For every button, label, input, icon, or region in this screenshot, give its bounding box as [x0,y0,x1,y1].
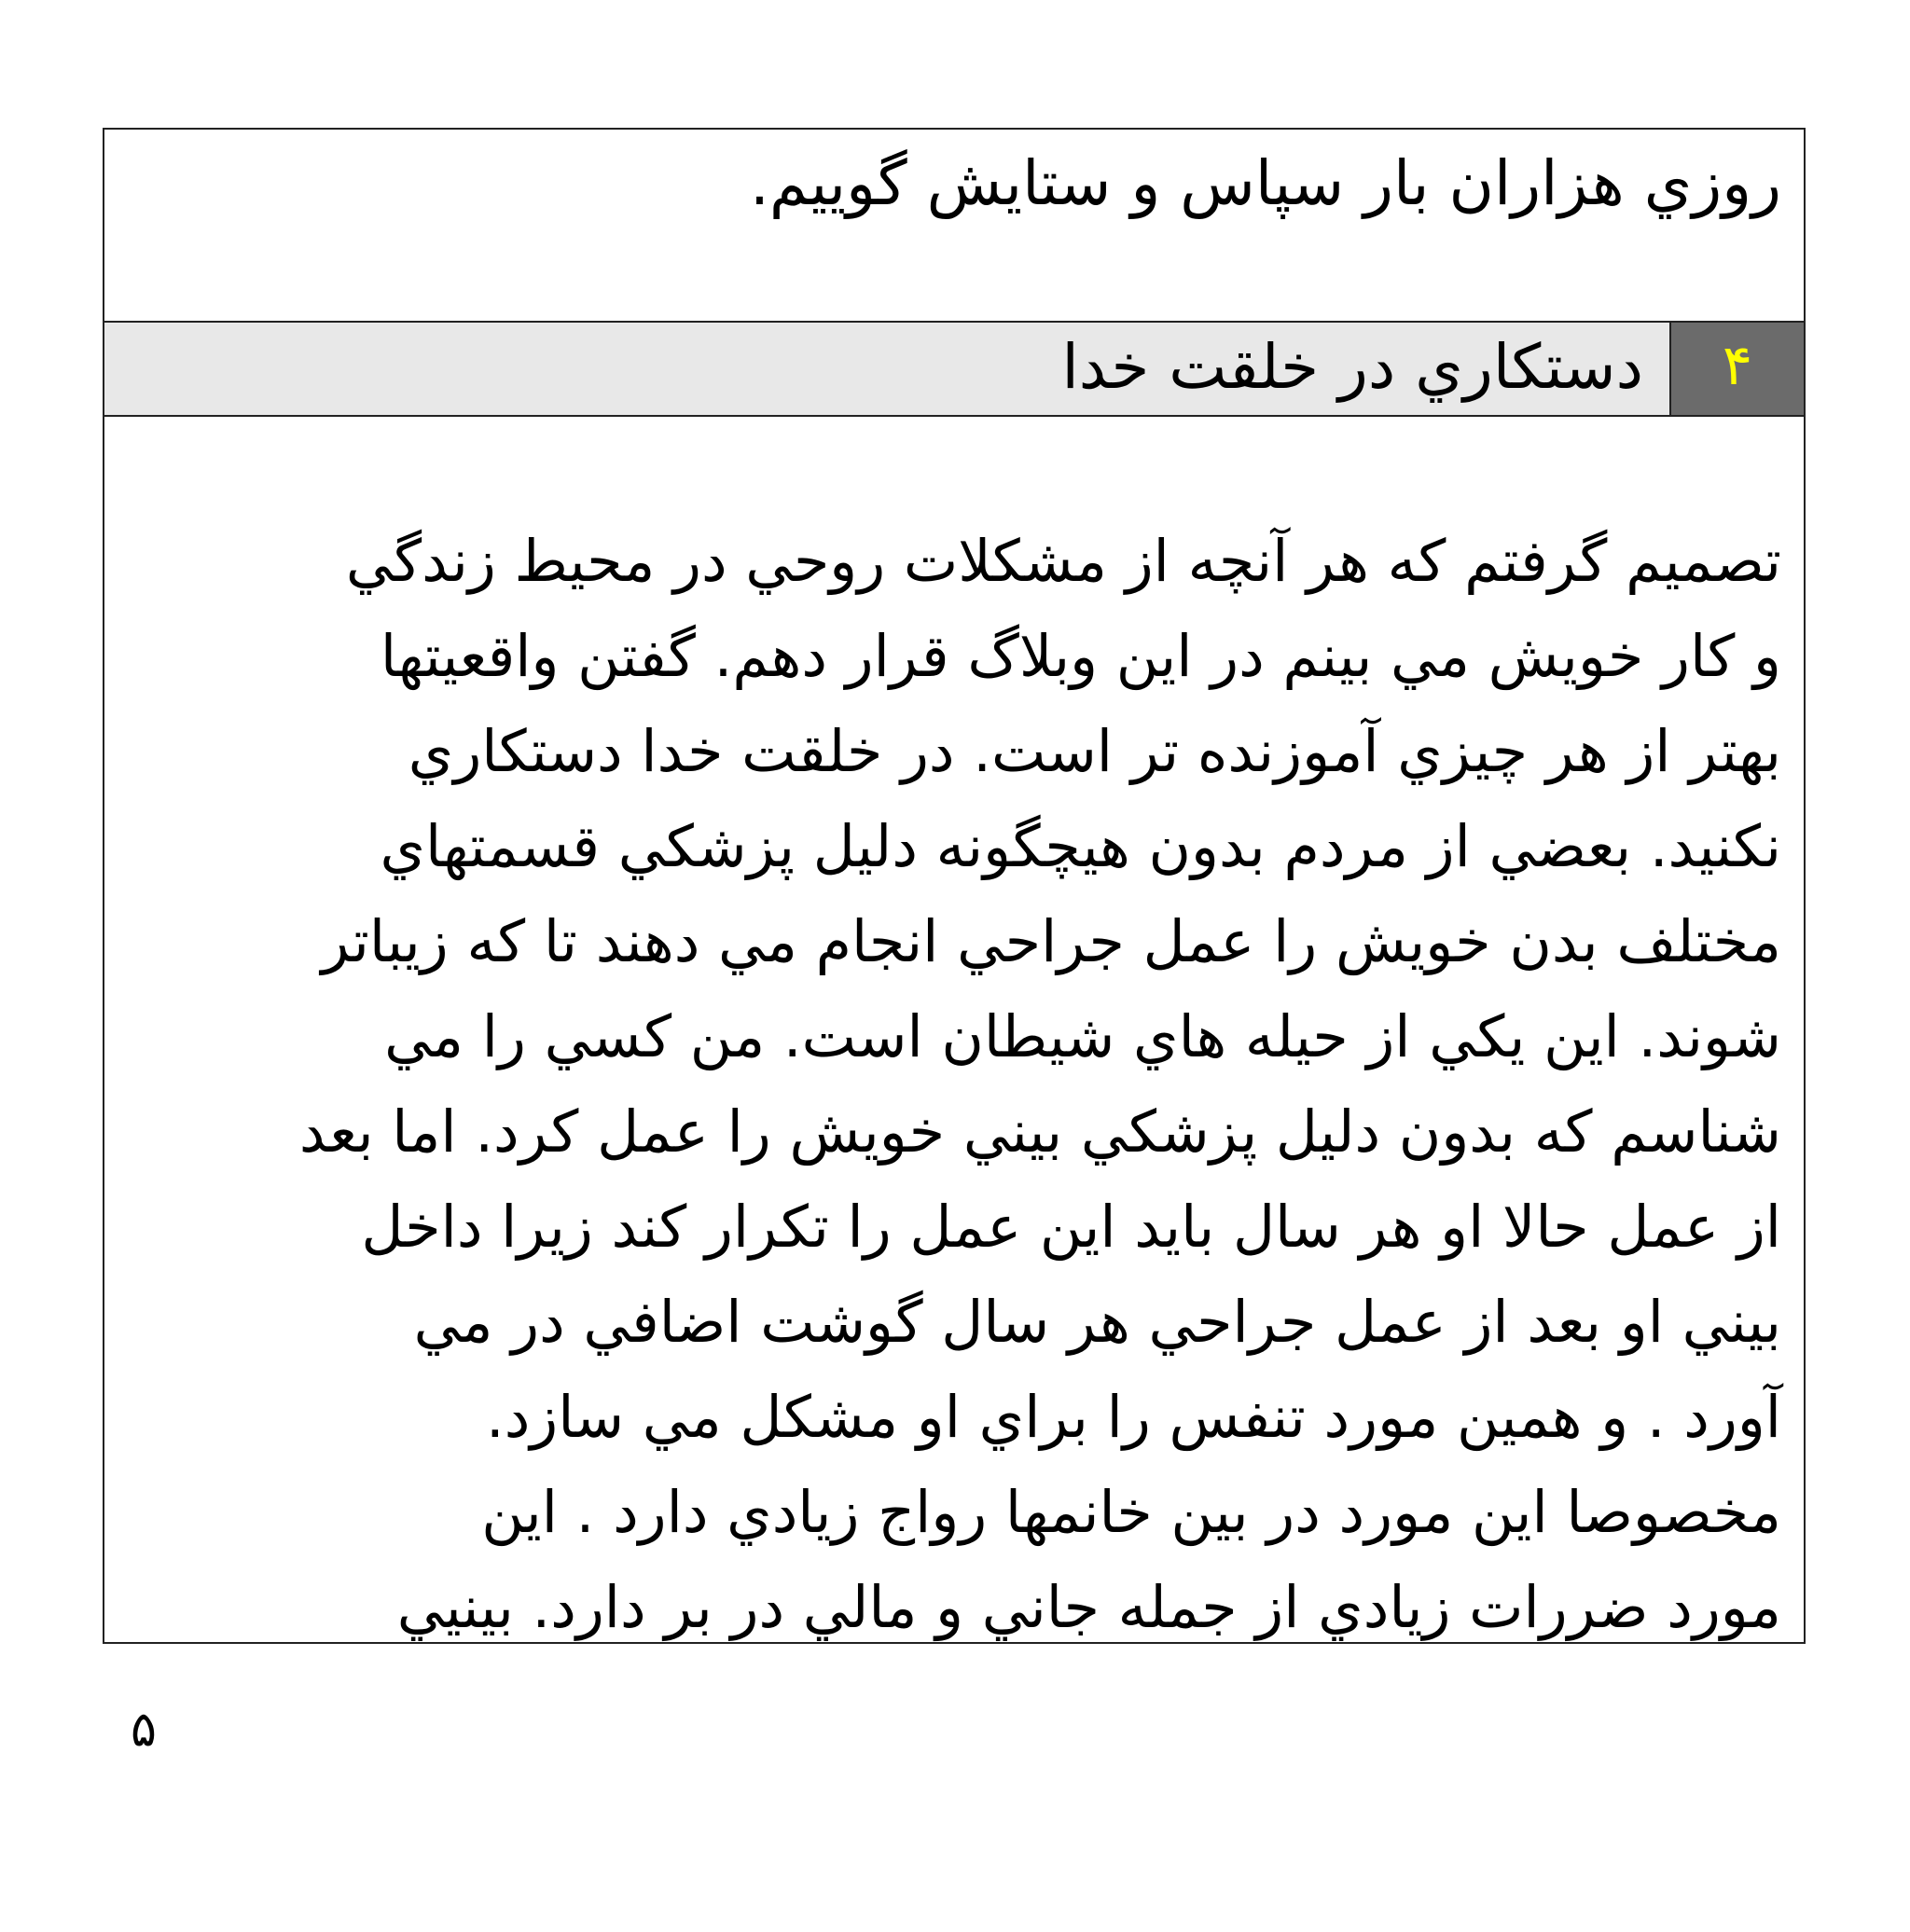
body-line: مخصوصا اين مورد در بين خانمها رواج زيادي دارد . اين [481,1478,1781,1546]
body-line: و كار خويش مي بينم در اين وبلاگ قرار دهم. گفتن واقعيتها [380,622,1781,690]
page-number: ۵ [131,1702,157,1758]
section-body-cell [104,417,1804,1642]
section-body-text [140,514,1781,1642]
body-line: بيني او بعد از عمل جراحي هر سال گوشت اضافي در مي [413,1288,1781,1356]
body-line: شوند. اين يكي از حيله هاي شيطان است. من كسي را مي [384,1002,1781,1070]
body-line: مختلف بدن خويش را عمل جراحي انجام مي دهند تا كه زيباتر [321,907,1781,975]
section-number-cell [1669,323,1804,415]
body-line: شناسم كه بدون دليل پزشكي بيني خويش را عمل كرد. اما بعد [298,1097,1781,1166]
body-line: بهتر از هر چيزي آموزنده تر است. در خلقت خدا دستكاري [408,717,1781,785]
previous-text-cell [104,130,1804,323]
body-line: از عمل حالا او هر سال بايد اين عمل را تكرار كند زيرا داخل [361,1193,1781,1261]
section-header-row [104,323,1804,417]
body-line: تصميم گرفتم كه هر آنچه از مشكلات روحي در محيط زندگي [345,527,1781,595]
body-line: آورد . و همين مورد تنفس را براي او مشكل مي سازد. [485,1383,1781,1451]
section-number: ۴ [1722,333,1753,398]
previous-text: روزي هزاران بار سپاس و ستايش گوييم. [749,147,1781,219]
section-title: دستكاري در خلقت خدا [1061,331,1643,403]
body-line: مورد ضررات زيادي از جمله جاني و مالي در بر دارد. بينيي [396,1573,1781,1641]
content-table [103,128,1806,1644]
body-line: نكنيد. بعضي از مردم بدون هيچگونه دليل پزشكي قسمتهاي [380,812,1781,880]
